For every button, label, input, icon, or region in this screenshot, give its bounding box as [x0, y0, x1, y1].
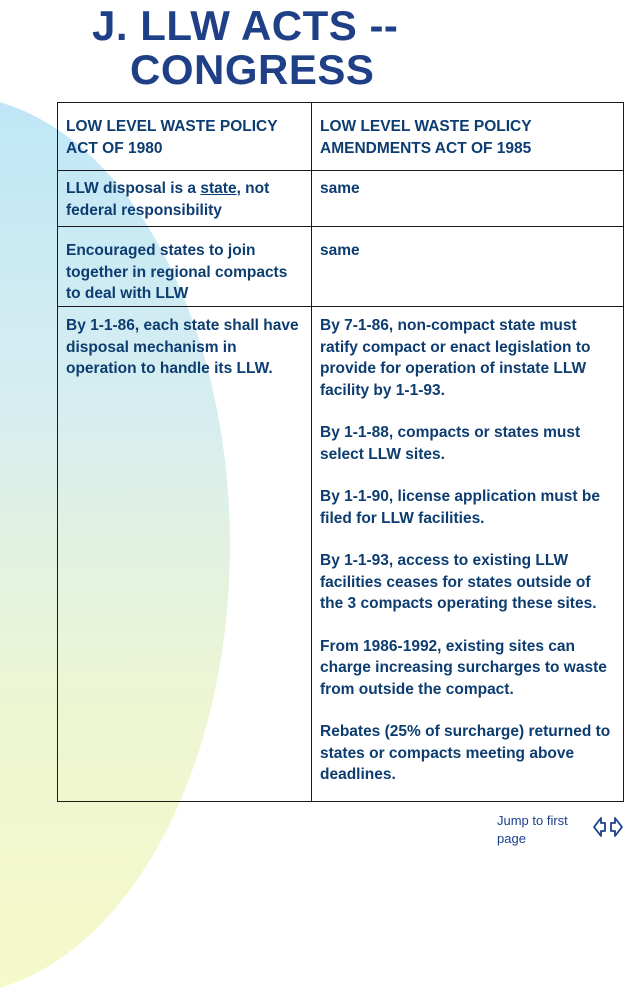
- slide-title-line-1: J. LLW ACTS --: [92, 2, 399, 49]
- cell-1985-compacts: same: [312, 227, 624, 307]
- cell-text-post: , not federal responsibility: [66, 180, 270, 219]
- llw-acts-table: [57, 102, 624, 802]
- deadline-paragraph: By 1-1-90, license application must be filed for LLW facilities.: [320, 488, 600, 527]
- slide-title-line-2: CONGRESS: [130, 46, 375, 93]
- deadline-paragraph: From 1986-1992, existing sites can charge increasing surcharges to waste from outside the compact.: [320, 637, 607, 698]
- jump-to-first-page-link[interactable]: Jump to first page: [497, 813, 568, 846]
- cell-1980-deadlines: By 1-1-86, each state shall have disposal mechanism in operation to handle its LLW.: [58, 307, 312, 802]
- table-row: [58, 307, 624, 802]
- deadline-paragraph: By 1-1-88, compacts or states must select LLW sites.: [320, 424, 581, 463]
- deadline-paragraph: By 7-1-86, non-compact state must ratify compact or enact legislation to provide for operation of instate LLW facility by 1-1-93.: [320, 317, 591, 399]
- table-row: [58, 171, 624, 227]
- cell-1980-responsibility: [58, 171, 312, 227]
- deadline-paragraph: By 1-1-93, access to existing LLW facilities ceases for states outside of the 3 compacts operating these sites.: [320, 552, 597, 612]
- cell-text-underlined: state: [200, 180, 237, 197]
- first-page-arrows-icon[interactable]: [592, 812, 624, 842]
- cell-1980-compacts: Encouraged states to join together in regional compacts to deal with LLW: [58, 227, 312, 307]
- cell-1985-deadlines: [312, 307, 624, 802]
- cell-text-pre: LLW disposal is a: [66, 180, 201, 197]
- slide-title: [92, 4, 398, 92]
- table-row: [58, 227, 624, 307]
- header-act-1980: LOW LEVEL WASTE POLICY ACT OF 1980: [58, 103, 312, 171]
- cell-1985-responsibility: same: [312, 171, 624, 227]
- header-act-1985: LOW LEVEL WASTE POLICY AMENDMENTS ACT OF 1985: [312, 103, 624, 171]
- deadline-paragraph: Rebates (25% of surcharge) returned to states or compacts meeting above deadlines.: [320, 723, 611, 783]
- table-header-row: [58, 103, 624, 171]
